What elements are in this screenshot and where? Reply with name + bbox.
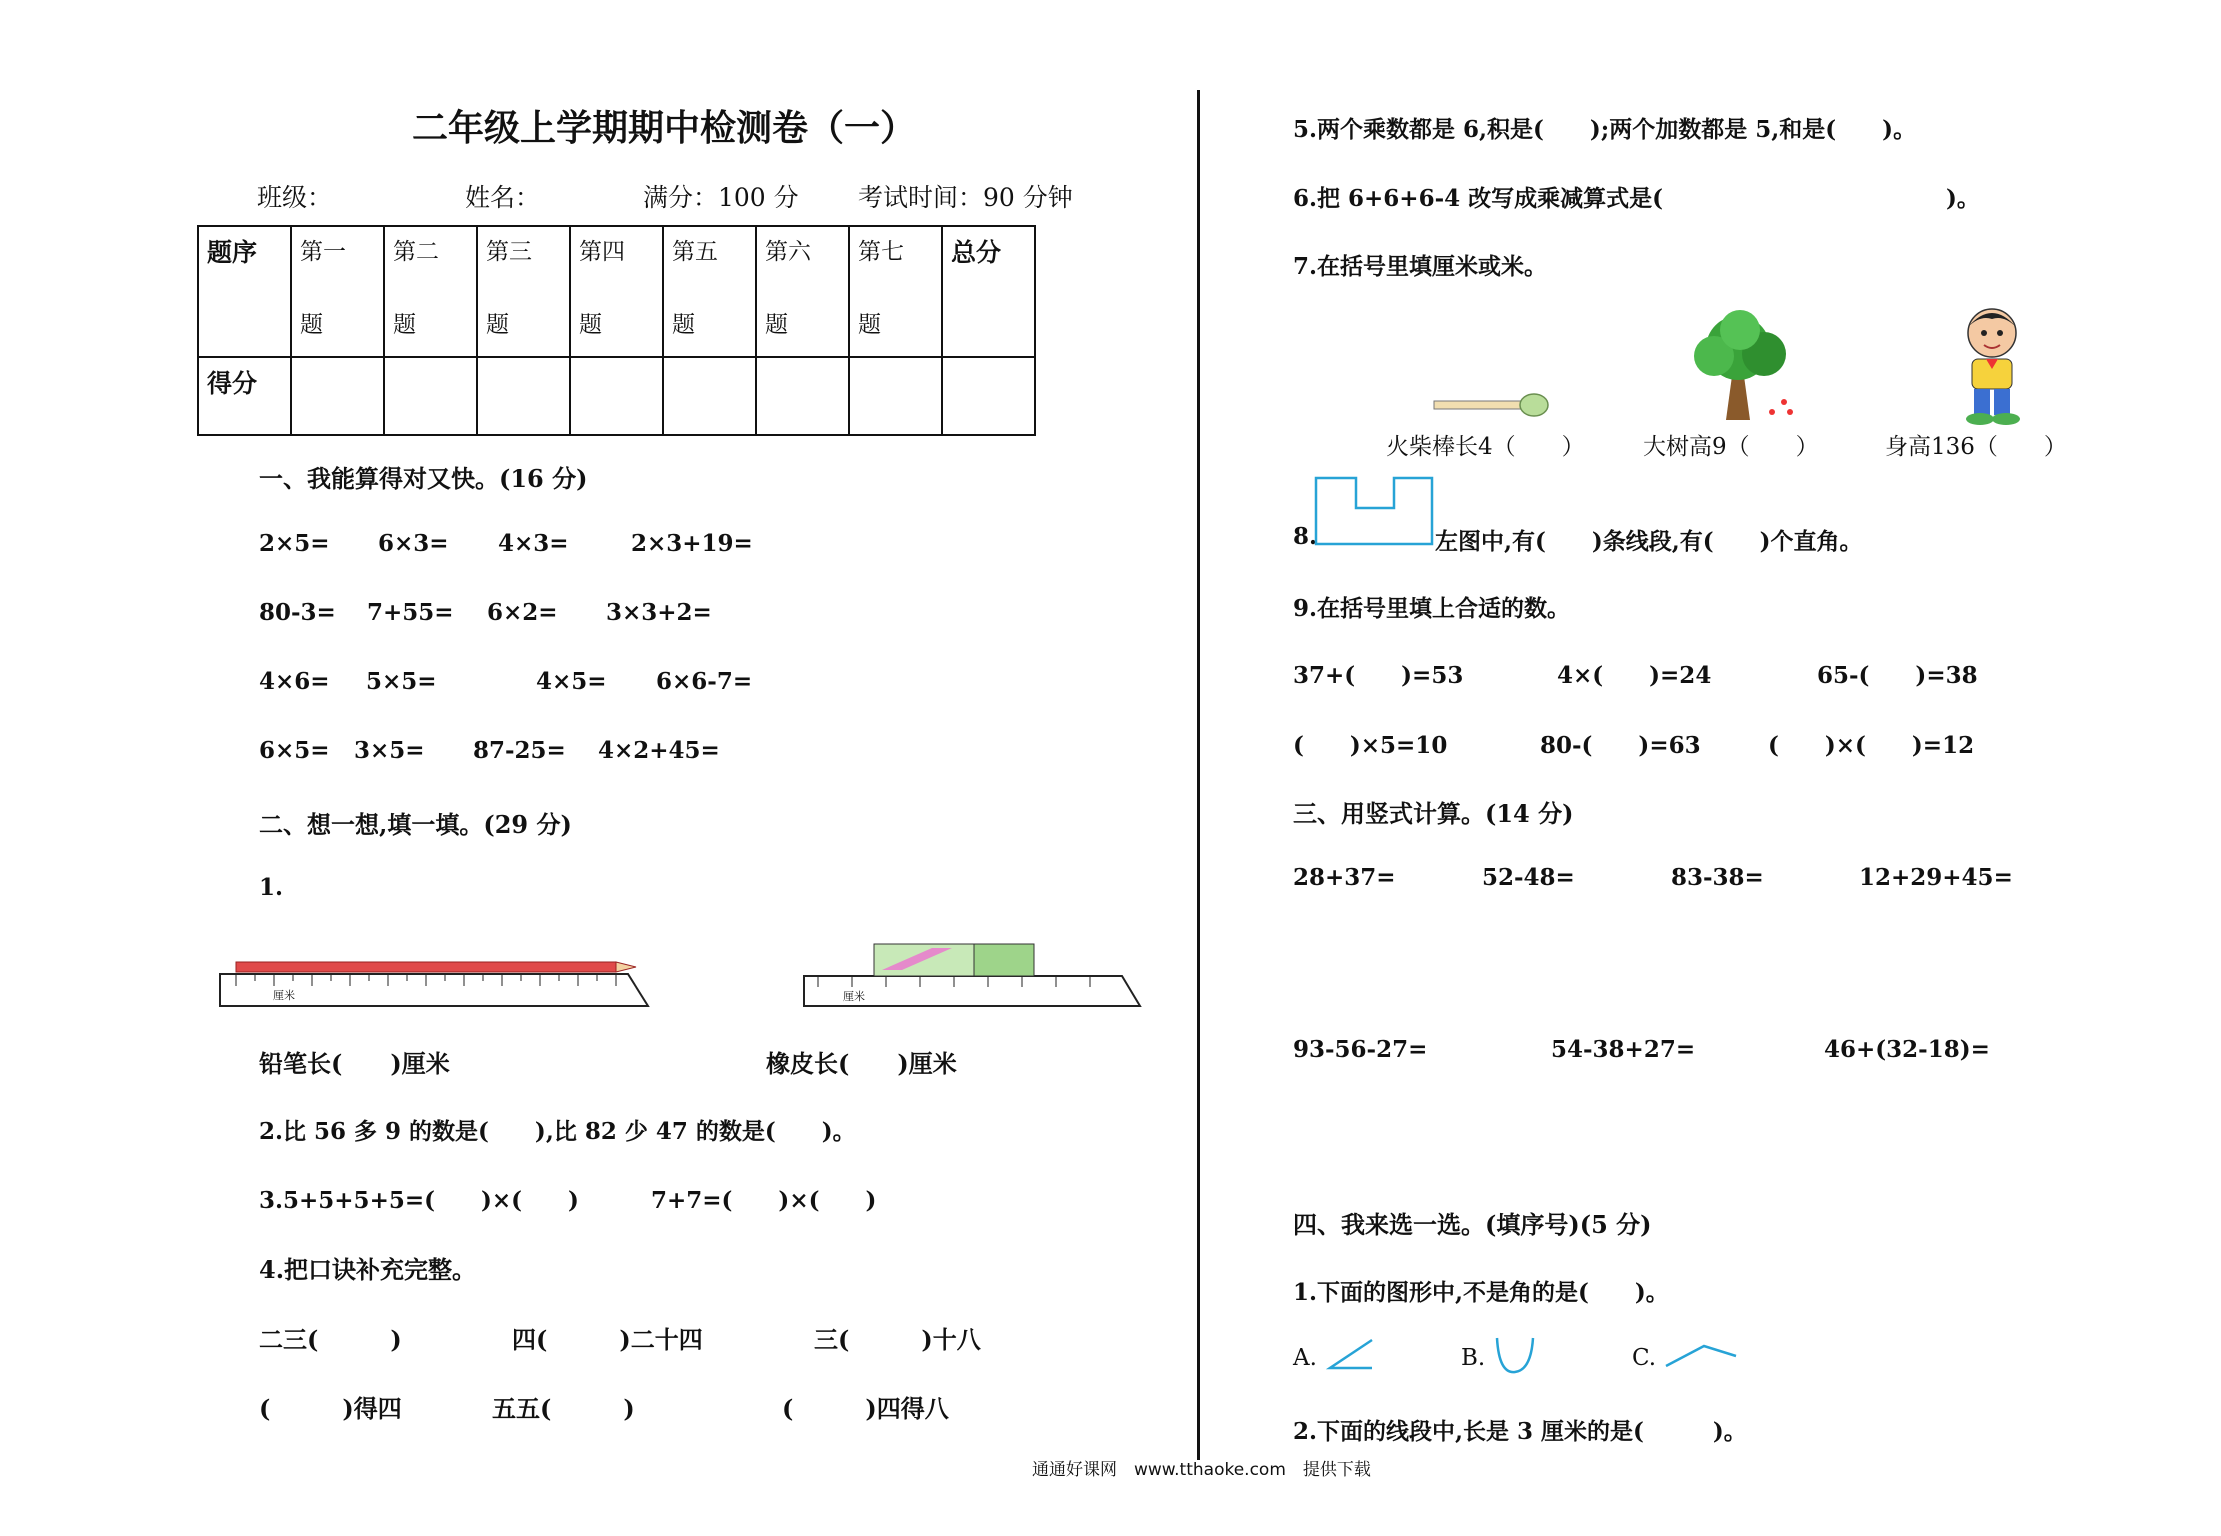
eraser-length-question: 橡皮长( )厘米	[766, 1049, 957, 1078]
calc-item: 3×3+2=	[606, 599, 712, 626]
vertical-calc-item: 52-48=	[1482, 864, 1575, 891]
calc-item: 7+55=	[367, 599, 454, 626]
exam-time-label: 考试时间：90 分钟	[858, 183, 1073, 212]
calc-item: 6×6-7=	[656, 668, 753, 695]
calc-item: 80-3=	[259, 599, 336, 626]
option-b-curve-icon	[1493, 1334, 1537, 1376]
fill-blank-item: ( )×5=10	[1293, 732, 1448, 759]
vertical-calc-item: 54-38+27=	[1551, 1036, 1696, 1063]
option-a-angle-icon	[1326, 1336, 1374, 1372]
score-cell[interactable]	[384, 357, 477, 435]
section-4-title: 四、我来选一选。(填序号)(5 分)	[1293, 1210, 1652, 1239]
score-cell[interactable]	[849, 357, 942, 435]
section-3-title: 三、用竖式计算。(14 分)	[1293, 799, 1574, 828]
question-8: 左图中,有( )条线段,有( )个直角。	[1435, 528, 1863, 555]
score-cell[interactable]	[756, 357, 849, 435]
full-score-label: 满分：100 分	[643, 183, 799, 212]
question-2: 2.比 56 多 9 的数是( ),比 82 少 47 的数是( )。	[259, 1118, 856, 1145]
score-table-header: 第四 题	[570, 226, 663, 357]
vertical-calc-item: 12+29+45=	[1859, 864, 2013, 891]
score-row-label: 得分	[198, 357, 291, 435]
question-6-end: )。	[1946, 185, 1980, 212]
footer-watermark: 通通好课网 www.tthaoke.com 提供下载	[1032, 1460, 1371, 1480]
vertical-calc-item: 83-38=	[1671, 864, 1764, 891]
pencil-length-question: 铅笔长( )厘米	[259, 1049, 450, 1078]
score-table-header: 第七 题	[849, 226, 942, 357]
matchstick-icon	[1432, 392, 1550, 418]
question-1-number: 1.	[259, 874, 284, 901]
fill-blank-item: 65-( )=38	[1817, 662, 1978, 689]
score-cell[interactable]	[663, 357, 756, 435]
ruler-unit-label: 厘米	[843, 990, 865, 1003]
score-table-header: 第三 题	[477, 226, 570, 357]
question-8-number: 8.	[1293, 523, 1318, 550]
vertical-calc-item: 46+(32-18)=	[1824, 1036, 1990, 1063]
tree-question: 大树高9（ ）	[1643, 434, 1819, 460]
section-2-title: 二、想一想,填一填。(29 分)	[259, 810, 572, 839]
multiplication-rhyme-item: ( )四得八	[782, 1394, 949, 1423]
matchstick-question: 火柴棒长4（ ）	[1386, 434, 1585, 460]
question-3a: 3.5+5+5+5=( )×( )	[259, 1187, 579, 1214]
question-7: 7.在括号里填厘米或米。	[1293, 253, 1548, 280]
multiplication-rhyme-item: ( )得四	[259, 1394, 402, 1423]
section-1-title: 一、我能算得对又快。(16 分)	[259, 464, 588, 493]
calc-item: 4×3=	[498, 530, 569, 557]
question-5: 5.两个乘数都是 6,积是( );两个加数都是 5,和是( )。	[1293, 116, 1917, 143]
tree-icon	[1686, 308, 1798, 428]
calc-item: 5×5=	[366, 668, 437, 695]
fill-blank-item: ( )×( )=12	[1768, 732, 1975, 759]
score-table	[197, 225, 1036, 436]
score-table-header: 第一 题	[291, 226, 384, 357]
calc-item: 6×5=	[259, 737, 330, 764]
option-c-label: C.	[1632, 1345, 1657, 1371]
score-cell[interactable]	[291, 357, 384, 435]
fill-blank-item: 37+( )=53	[1293, 662, 1464, 689]
score-table-header: 总分	[942, 226, 1035, 357]
vertical-calc-item: 28+37=	[1293, 864, 1396, 891]
calc-item: 87-25=	[473, 737, 566, 764]
boy-icon	[1952, 303, 2032, 427]
ruler-unit-label: 厘米	[273, 989, 295, 1002]
calc-item: 2×3+19=	[631, 530, 753, 557]
section-4-question-2: 2.下面的线段中,长是 3 厘米的是( )。	[1293, 1418, 1747, 1445]
height-question: 身高136（ ）	[1885, 434, 2067, 460]
vertical-calc-item: 93-56-27=	[1293, 1036, 1428, 1063]
question-3b: 7+7=( )×( )	[651, 1187, 877, 1214]
calc-item: 4×6=	[259, 668, 330, 695]
score-cell[interactable]	[942, 357, 1035, 435]
column-divider	[1197, 90, 1200, 1460]
score-cell[interactable]	[477, 357, 570, 435]
option-b-label: B.	[1461, 1345, 1486, 1371]
multiplication-rhyme-item: 四( )二十四	[512, 1325, 703, 1354]
option-c-line-icon	[1664, 1342, 1738, 1370]
calc-item: 6×2=	[487, 599, 558, 626]
score-table-header: 第二 题	[384, 226, 477, 357]
fill-blank-item: 4×( )=24	[1557, 662, 1712, 689]
score-cell[interactable]	[570, 357, 663, 435]
calc-item: 6×3=	[378, 530, 449, 557]
multiplication-rhyme-item: 二三( )	[259, 1325, 402, 1354]
score-table-header: 第五 题	[663, 226, 756, 357]
question-9: 9.在括号里填上合适的数。	[1293, 595, 1571, 622]
page-title: 二年级上学期期中检测卷（一）	[412, 107, 917, 149]
question-4: 4.把口诀补充完整。	[259, 1255, 477, 1284]
score-table-header: 题序	[198, 226, 291, 357]
calc-item: 4×5=	[536, 668, 607, 695]
class-label: 班级：	[257, 183, 333, 212]
name-label: 姓名：	[465, 183, 541, 212]
calc-item: 3×5=	[354, 737, 425, 764]
question-6: 6.把 6+6+6-4 改写成乘减算式是(	[1293, 185, 1664, 212]
calc-item: 2×5=	[259, 530, 330, 557]
multiplication-rhyme-item: 五五( )	[492, 1394, 635, 1423]
score-table-header: 第六 题	[756, 226, 849, 357]
section-4-question-1: 1.下面的图形中,不是角的是( )。	[1293, 1279, 1669, 1306]
shape-figure	[1314, 476, 1436, 546]
multiplication-rhyme-item: 三( )十八	[814, 1325, 981, 1354]
calc-item: 4×2+45=	[598, 737, 720, 764]
option-a-label: A.	[1293, 1345, 1317, 1371]
fill-blank-item: 80-( )=63	[1540, 732, 1701, 759]
